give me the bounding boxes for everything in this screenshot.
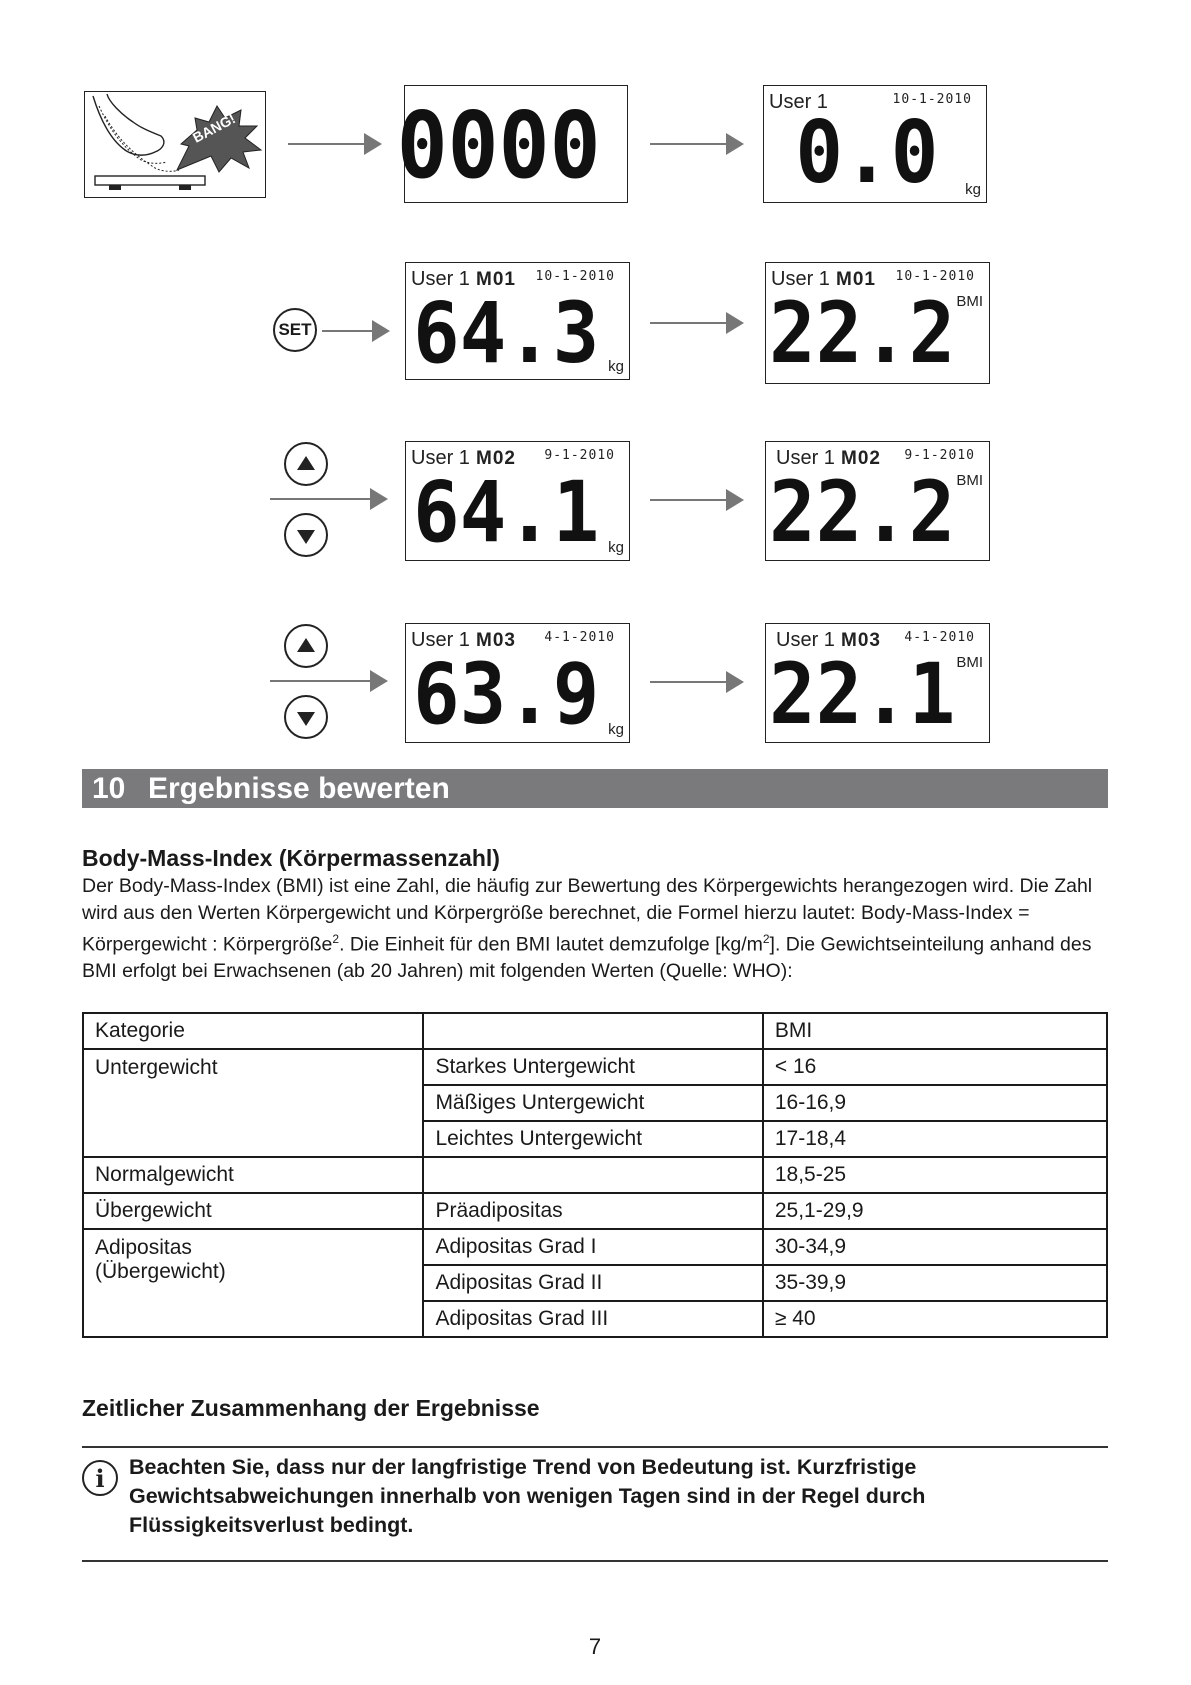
display-m02-weight [405, 441, 630, 561]
table-cell: ≥ 40 [763, 1301, 1107, 1337]
table-row [83, 1013, 1107, 1049]
user-label: User 1 [771, 268, 830, 290]
trend-heading: Zeitlicher Zusammenhang der Ergebnisse [82, 1395, 540, 1421]
down-button[interactable] [284, 513, 328, 557]
display-value: 22.1 [768, 645, 955, 743]
table-row [83, 1193, 1107, 1229]
table-cell: Präadipositas [423, 1193, 762, 1229]
down-button[interactable] [284, 695, 328, 739]
table-cell: Adipositas Grad I [423, 1229, 762, 1265]
display-value: 63.9 [412, 645, 599, 743]
table-cell: 25,1-29,9 [763, 1193, 1107, 1229]
arrow-up-icon [297, 456, 315, 470]
table-row [83, 1157, 1107, 1193]
section-title: Ergebnisse bewerten [148, 772, 450, 805]
arrow-right [650, 143, 742, 145]
memory-label: M01 [836, 269, 876, 290]
bmi-label: BMI [956, 654, 983, 671]
display-m01-weight [405, 262, 630, 380]
user-label: User 1 [776, 447, 835, 469]
arrow-right [288, 143, 380, 145]
bmi-heading: Body-Mass-Index (Körpermassenzahl) [82, 845, 500, 871]
date-label: 10-1-2010 [895, 269, 975, 284]
date-label: 4-1-2010 [544, 630, 615, 645]
arrow-right [650, 322, 742, 324]
table-header-cell [423, 1013, 762, 1049]
date-label: 10-1-2010 [892, 92, 972, 107]
set-button-label: SET [278, 320, 312, 339]
bmi-paragraph-part2: . Die Einheit für den BMI lautet demzufolge [kg/m [339, 933, 763, 956]
note-text: Beachten Sie, dass nur der langfristige Trend von Bedeutung ist. Kurzfristige Gewichtsabweichungen innerhalb von wenigen Tagen sind in der Regel durch Flüssigkeitsverlust bedingt. [129, 1455, 926, 1537]
date-label: 9-1-2010 [544, 448, 615, 463]
display-m02-bmi [765, 441, 990, 561]
display-0000 [397, 85, 628, 203]
display-m03-weight [405, 623, 630, 743]
memory-label: M03 [841, 630, 881, 651]
section-header [82, 769, 1108, 808]
table-cell [83, 1229, 423, 1337]
foot-tap-illustration [84, 91, 266, 198]
user-label: User 1 [776, 629, 835, 651]
table-cell [423, 1157, 762, 1193]
bmi-paragraph [82, 873, 1112, 985]
table-row [83, 1229, 1107, 1265]
arrow-up-icon [297, 638, 315, 652]
user-label: User 1 [411, 268, 470, 290]
table-cell: 17-18,4 [763, 1121, 1107, 1157]
table-header-cell: BMI [763, 1013, 1107, 1049]
unit-label: kg [608, 358, 624, 375]
user-label: User 1 [769, 91, 828, 113]
table-cell: 16-16,9 [763, 1085, 1107, 1121]
arrow-right [270, 498, 386, 500]
superscript: 2 [762, 932, 770, 946]
memory-label: M02 [476, 448, 516, 469]
up-button[interactable] [284, 624, 328, 668]
display-value: 64.3 [412, 284, 599, 382]
page-number: 7 [588, 1634, 602, 1659]
display-value: 0000 [397, 92, 601, 199]
table-cell: Starkes Untergewicht [423, 1049, 762, 1085]
bmi-label: BMI [956, 293, 983, 310]
memory-label: M02 [841, 448, 881, 469]
arrow-down-icon [297, 712, 315, 726]
table-cell: Untergewicht [83, 1049, 423, 1157]
bmi-table [82, 1012, 1108, 1338]
unit-label: kg [965, 181, 981, 198]
arrow-right [322, 330, 388, 332]
display-value: 22.2 [768, 284, 955, 382]
table-cell: Mäßiges Untergewicht [423, 1085, 762, 1121]
divider [82, 1446, 1108, 1448]
arrow-down-icon [297, 530, 315, 544]
table-cell: Adipositas Grad II [423, 1265, 762, 1301]
section-number: 10 [92, 772, 126, 805]
user-label: User 1 [411, 629, 470, 651]
user-label: User 1 [411, 447, 470, 469]
info-icon: i [82, 1460, 118, 1496]
set-button[interactable] [273, 308, 317, 352]
display-value: 64.1 [412, 463, 599, 561]
date-label: 4-1-2010 [904, 630, 975, 645]
table-cell: 18,5-25 [763, 1157, 1107, 1193]
unit-label: kg [608, 539, 624, 556]
memory-label: M01 [476, 269, 516, 290]
arrow-right [270, 680, 386, 682]
table-cell: 35-39,9 [763, 1265, 1107, 1301]
display-m01-bmi [765, 262, 990, 384]
bmi-paragraph-part3: ]. Die Gewichtseinteilung anhand des BMI erfolgt bei Erwachsenen (ab 20 Jahren) mit folgenden Werten (Quelle: WHO): [82, 933, 1092, 982]
display-m03-bmi [765, 623, 990, 743]
adipositas-label: Adipositas [95, 1236, 192, 1259]
superscript: 2 [332, 932, 340, 946]
divider [82, 1560, 1108, 1562]
table-cell: < 16 [763, 1049, 1107, 1085]
memory-label: M03 [476, 630, 516, 651]
table-cell: 30-34,9 [763, 1229, 1107, 1265]
arrow-right [650, 681, 742, 683]
display-value: 22.2 [768, 463, 955, 561]
table-cell: Adipositas Grad III [423, 1301, 762, 1337]
date-label: 9-1-2010 [904, 448, 975, 463]
foot-tap-icon [85, 92, 265, 197]
table-row [83, 1049, 1107, 1085]
table-cell: Leichtes Untergewicht [423, 1121, 762, 1157]
table-cell: Normalgewicht [83, 1157, 423, 1193]
bang-label: BANG! [189, 110, 238, 146]
bmi-label: BMI [956, 472, 983, 489]
arrow-right [650, 499, 742, 501]
table-header-cell: Kategorie [83, 1013, 423, 1049]
up-button[interactable] [284, 442, 328, 486]
adipositas-sublabel: (Übergewicht) [95, 1260, 226, 1283]
date-label: 10-1-2010 [535, 269, 615, 284]
unit-label: kg [608, 721, 624, 738]
bmi-paragraph-part1: Der Body-Mass-Index (BMI) ist eine Zahl, die häufig zur Bewertung des Körpergewichts herangezogen wird. Die Zahl wird aus den Werten Körpergewicht und Körpergröße berechnet, die Formel hierzu lautet: Body-Mass-Index = Körpergewicht : Körpergröße [82, 875, 1093, 956]
table-cell: Übergewicht [83, 1193, 423, 1229]
display-zero-weight [763, 85, 987, 203]
display-value: 0.0 [795, 103, 938, 203]
